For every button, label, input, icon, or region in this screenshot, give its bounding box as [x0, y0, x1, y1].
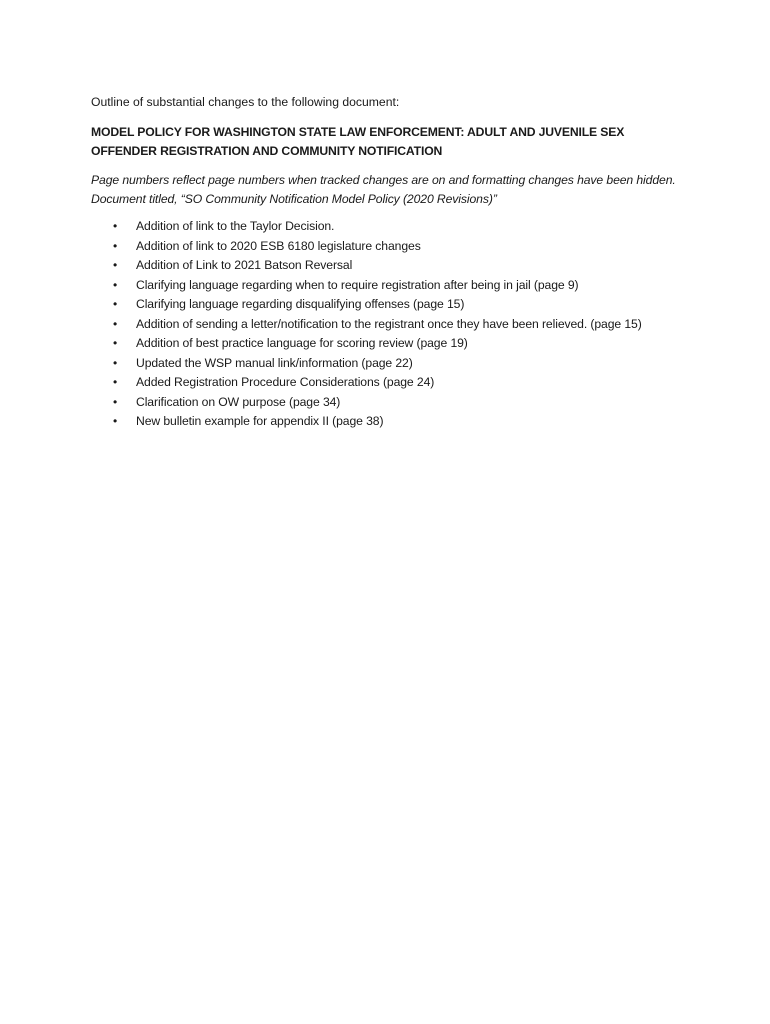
change-text: Addition of Link to 2021 Batson Reversal [136, 258, 353, 272]
document-title: MODEL POLICY FOR WASHINGTON STATE LAW ENFORCEMENT: ADULT AND JUVENILE SEX OFFENDER REGISTRATION AND COMMUNITY NOTIFICATION [91, 125, 625, 158]
bullet-icon: • [113, 414, 118, 428]
list-item [91, 276, 691, 296]
list-item [91, 217, 691, 237]
bullet-icon: • [113, 394, 118, 409]
bullet-icon: • [113, 238, 118, 253]
changes-list [91, 217, 691, 432]
list-item [91, 315, 691, 335]
list-item [91, 393, 691, 413]
document-content [91, 93, 691, 432]
list-item [91, 295, 691, 315]
list-item [91, 354, 691, 374]
bullet-icon: • [113, 277, 118, 292]
change-text: Clarifying language regarding when to require registration after being in jail (page 9) [136, 277, 579, 292]
bullet-icon: • [113, 219, 118, 233]
change-text: Addition of sending a letter/notification to the registrant once they have been relieved. (page 15) [136, 316, 642, 331]
list-item [91, 256, 691, 276]
page-number-note: Page numbers reflect page numbers when tracked changes are on and formatting changes have been hidden. Document titled, “SO Community Notification Model Policy (2020 Revisions)” [91, 173, 676, 206]
bullet-icon: • [113, 375, 118, 389]
change-text: Addition of best practice language for scoring review (page 19) [136, 336, 468, 350]
bullet-icon: • [113, 297, 118, 311]
list-item [91, 373, 691, 393]
bullet-icon: • [113, 258, 118, 272]
change-text: Clarification on OW purpose (page 34) [136, 394, 341, 409]
list-item [91, 334, 691, 354]
bullet-icon: • [113, 336, 118, 350]
change-text: New bulletin example for appendix II (page 38) [136, 414, 384, 428]
intro-text: Outline of substantial changes to the following document: [91, 95, 400, 109]
change-text: Addition of link to 2020 ESB 6180 legislature changes [136, 238, 421, 253]
change-text: Addition of link to the Taylor Decision. [136, 219, 335, 233]
list-item [91, 237, 691, 257]
change-text: Updated the WSP manual link/information (page 22) [136, 355, 413, 370]
list-item [91, 412, 691, 432]
bullet-icon: • [113, 316, 118, 331]
change-text: Clarifying language regarding disqualifying offenses (page 15) [136, 297, 465, 311]
bullet-icon: • [113, 355, 118, 370]
change-text: Added Registration Procedure Considerations (page 24) [136, 375, 435, 389]
